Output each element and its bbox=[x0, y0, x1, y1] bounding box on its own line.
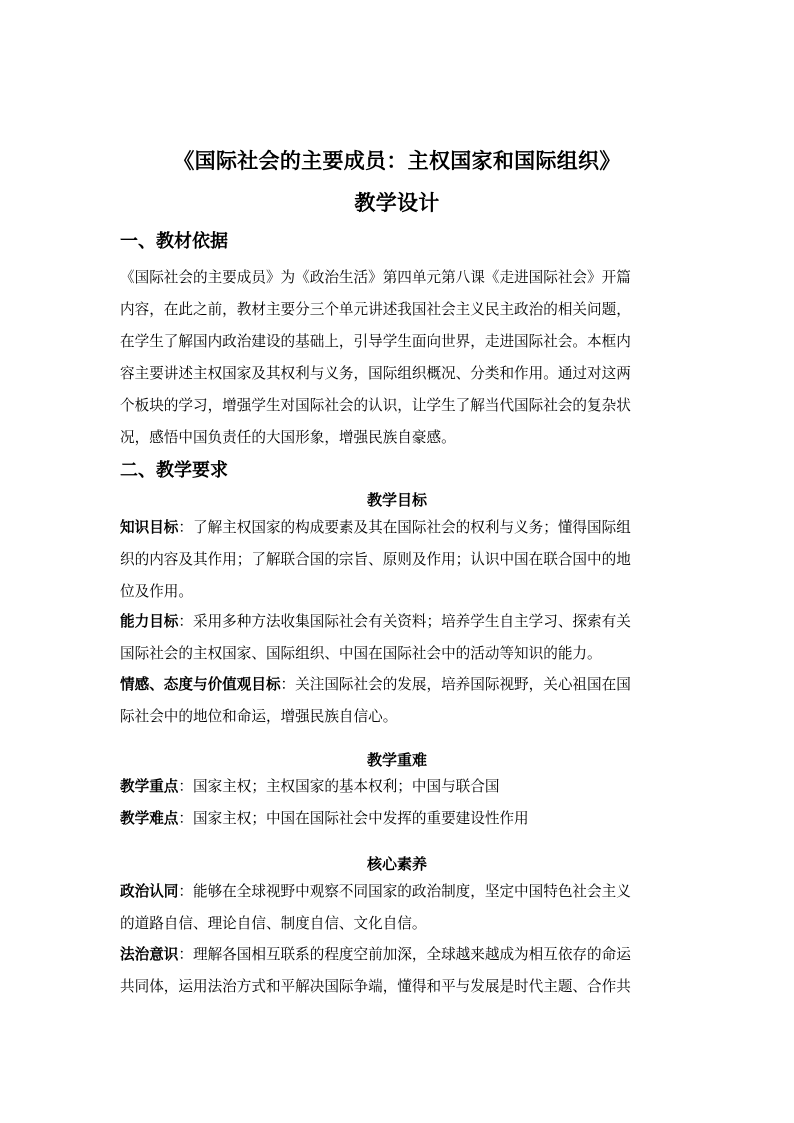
teaching-difficulty bbox=[120, 807, 529, 831]
section-heading-textbook-basis: 一、教材依据 bbox=[120, 231, 228, 252]
paragraph-line: 况，感悟中国负责任的大国形象，增强民族自豪感。 bbox=[120, 429, 456, 446]
subsection-title-objectives: 教学目标 bbox=[366, 491, 427, 509]
emotion-objective-label: 情感、态度与价值观目标 bbox=[120, 676, 281, 693]
rule-of-law-text: ：理解各国相互联系的程度空前加深，全球越来越成为相互依存的命运 bbox=[178, 946, 631, 963]
knowledge-objective bbox=[120, 512, 676, 608]
section-heading-teaching-requirements: 二、教学要求 bbox=[120, 460, 228, 481]
paragraph-line: 在学生了解国内政治建设的基础上，引导学生面向世界，走进国际社会。本框内 bbox=[120, 333, 631, 350]
emotion-objective bbox=[120, 669, 676, 733]
paragraph-line: 织的内容及其作用；了解联合国的宗旨、原则及作用；认识中国在联合国中的地 bbox=[120, 551, 631, 568]
teaching-difficulty-label: 教学难点 bbox=[120, 810, 179, 827]
paragraph-line bbox=[120, 606, 676, 638]
teaching-difficulty-text: ：国家主权；中国在国际社会中发挥的重要建设性作用 bbox=[178, 810, 529, 827]
ability-objective-text: ：采用多种方法收集国际社会有关资料；培养学生自主学习、探索有关 bbox=[178, 613, 631, 630]
paragraph-line: 际社会中的地位和命运，增强民族自信心。 bbox=[120, 708, 398, 725]
ability-objective bbox=[120, 606, 676, 670]
paragraph-line: 国际社会的主权国家、国际组织、中国在国际社会中的活动等知识的能力。 bbox=[120, 645, 602, 662]
subsection-title-key-points: 教学重难 bbox=[366, 751, 427, 769]
paragraph-line: 个板块的学习，增强学生对国际社会的认识，让学生了解当代国际社会的复杂状 bbox=[120, 397, 631, 414]
knowledge-objective-text: ：了解主权国家的构成要素及其在国际社会的权利与义务；懂得国际组 bbox=[178, 519, 631, 536]
teaching-focus-text: ：国家主权；主权国家的基本权利；中国与联合国 bbox=[178, 778, 500, 795]
paragraph-line bbox=[120, 512, 676, 544]
section1-paragraph bbox=[120, 262, 676, 454]
paragraph-line bbox=[120, 876, 676, 908]
political-identity-label: 政治认同 bbox=[120, 883, 179, 900]
paragraph-line: 位及作用。 bbox=[120, 583, 193, 600]
knowledge-objective-label: 知识目标 bbox=[120, 519, 179, 536]
paragraph-line bbox=[120, 669, 676, 701]
paragraph-line: 《国际社会的主要成员》为《政治生活》第四单元第八课《走进国际社会》开篇 bbox=[120, 269, 631, 286]
teaching-focus-label: 教学重点 bbox=[120, 778, 179, 795]
ability-objective-label: 能力目标 bbox=[120, 613, 179, 630]
emotion-objective-text: ：关注国际社会的发展，培养国际视野，关心祖国在国 bbox=[280, 676, 631, 693]
teaching-focus bbox=[120, 775, 499, 799]
paragraph-line: 容主要讲述主权国家及其权利与义务，国际组织概况、分类和作用。通过对这两 bbox=[120, 365, 631, 382]
paragraph-line: 的道路自信、理论自信、制度自信、文化自信。 bbox=[120, 915, 427, 932]
paragraph-line: 共同体，运用法治方式和平解决国际争端，懂得和平与发展是时代主题、合作共 bbox=[120, 978, 631, 995]
document-title: 《国际社会的主要成员：主权国家和国际组织》 bbox=[173, 149, 621, 173]
paragraph-line bbox=[120, 939, 676, 971]
rule-of-law-label: 法治意识 bbox=[120, 946, 179, 963]
rule-of-law-awareness bbox=[120, 939, 676, 1003]
paragraph-line: 内容，在此之前，教材主要分三个单元讲述我国社会主义民主政治的相关问题， bbox=[120, 301, 631, 318]
political-identity bbox=[120, 876, 676, 940]
political-identity-text: ：能够在全球视野中观察不同国家的政治制度，坚定中国特色社会主义 bbox=[178, 883, 631, 900]
document-subtitle: 教学设计 bbox=[354, 191, 440, 215]
subsection-title-literacy: 核心素养 bbox=[366, 855, 427, 873]
